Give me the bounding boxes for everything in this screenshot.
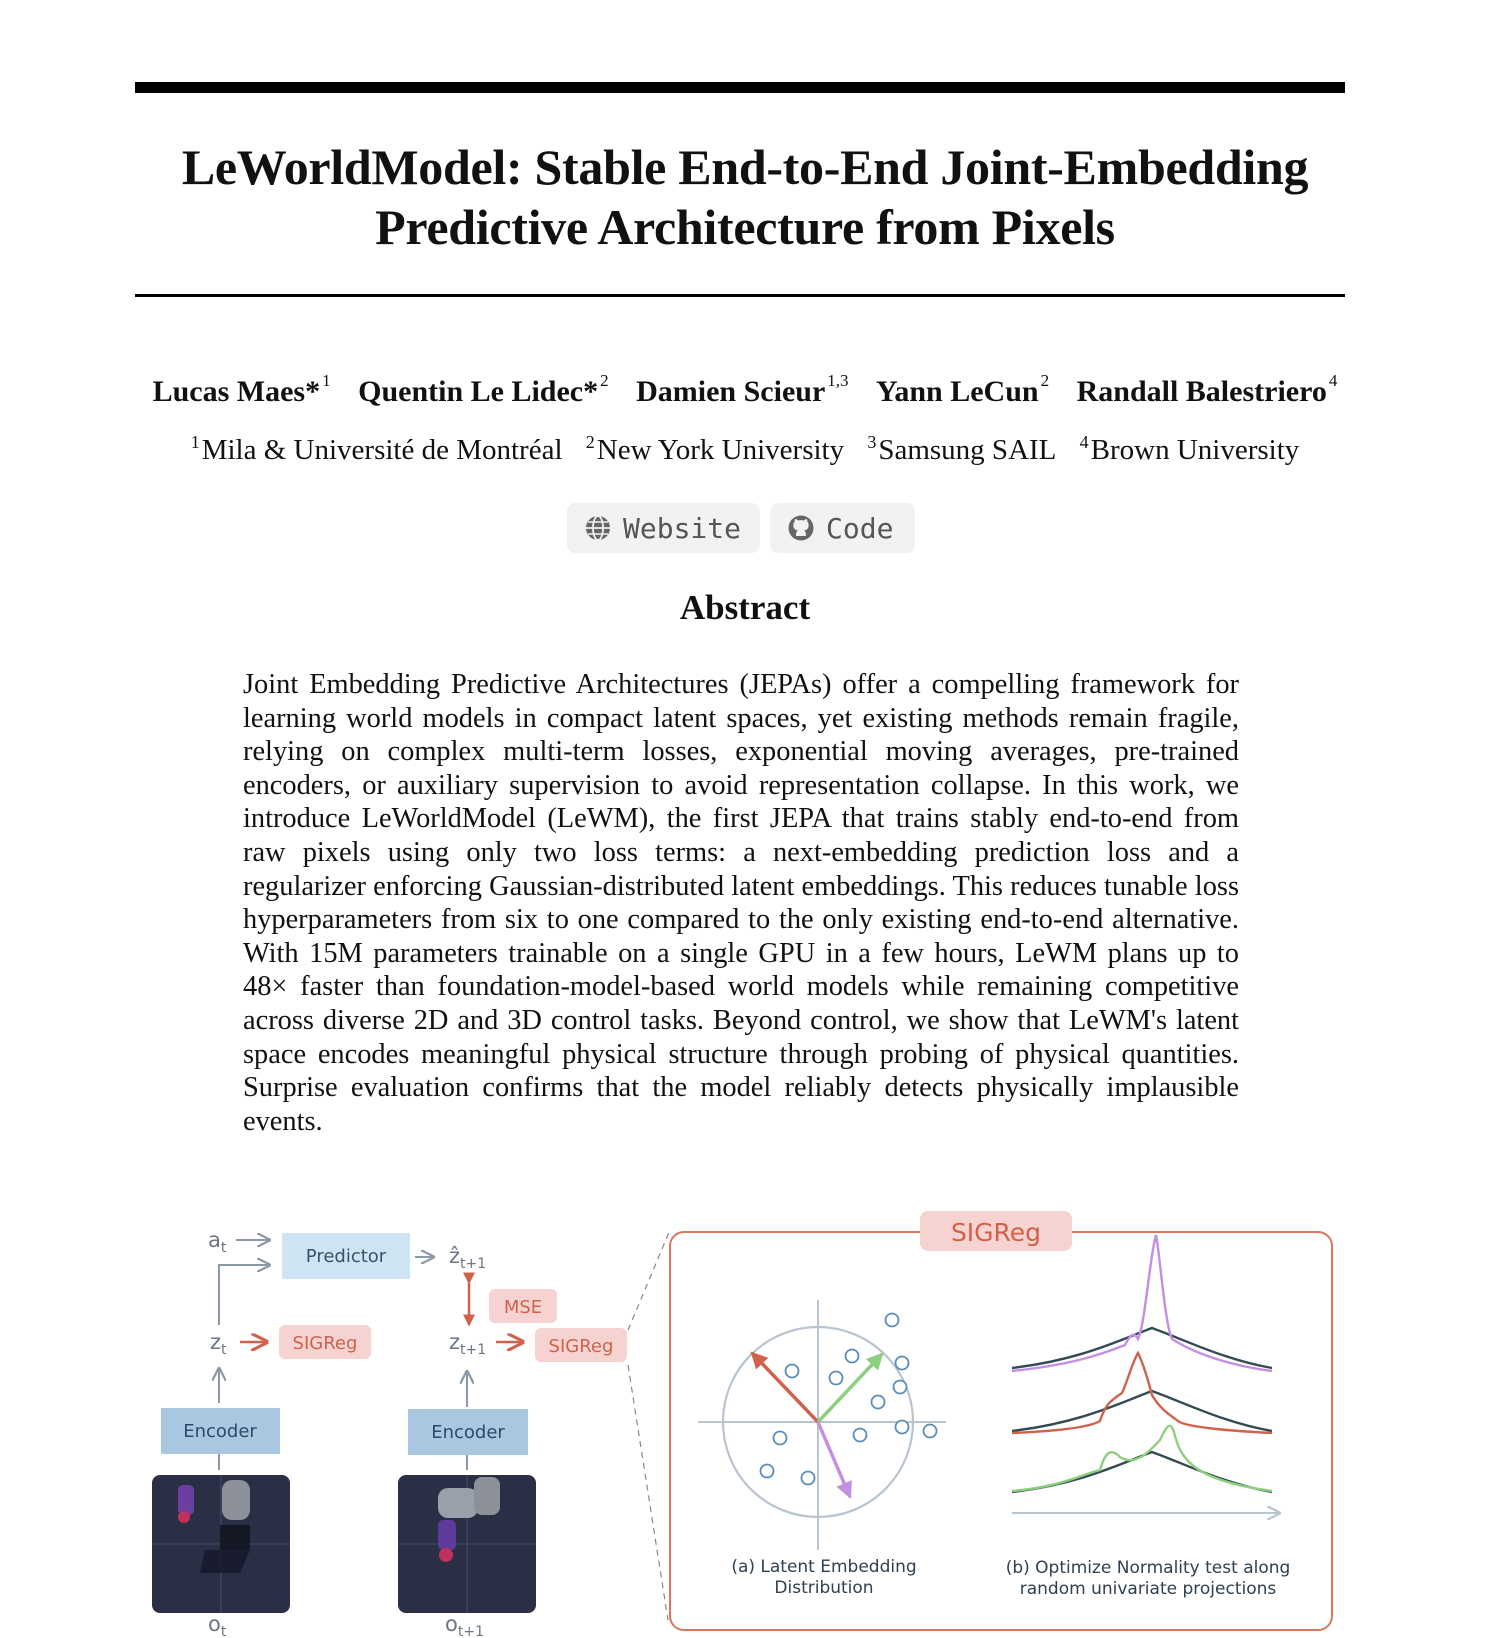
caption-b-line-2: random univariate projections (1019, 1579, 1277, 1599)
affiliation: $^1$Mila & Université de Montréal (190, 432, 563, 466)
affiliation: $^3$Samsung SAIL (867, 432, 1057, 466)
observation-image-t1 (398, 1475, 536, 1613)
encoder-label-t1: Encoder (431, 1422, 505, 1443)
architecture-figure (0, 1195, 1490, 1638)
prediction-label: ẑ$_{t+1}$ (449, 1244, 487, 1272)
panel-title: SIGReg (950, 1218, 1042, 1247)
latent-distribution-plot (698, 1300, 946, 1550)
globe-icon (583, 513, 613, 543)
code-button[interactable] (770, 503, 915, 553)
caption-a-line-2: Distribution (774, 1578, 874, 1598)
author: Lucas Maes* $^1$ (152, 371, 331, 408)
sigreg-label-t1: SIGReg (548, 1336, 614, 1357)
top-rule (135, 82, 1345, 93)
latent-t-label: $z_t$ (210, 1330, 227, 1358)
title-rule (135, 294, 1345, 297)
title-line-1: LeWorldModel: Stable End-to-End Joint-Embedding (181, 139, 1309, 195)
code-label: Code (826, 511, 894, 545)
caption-a-line-1: (a) Latent Embedding (731, 1557, 917, 1577)
author-list (0, 371, 1490, 409)
paper-title (0, 137, 1490, 257)
github-icon (786, 513, 816, 543)
action-label: $a_t$ (208, 1228, 227, 1256)
obs-t1-label: $o_{t+1}$ (445, 1612, 484, 1638)
website-button[interactable] (567, 503, 760, 553)
affiliation: $^2$New York University (585, 432, 845, 466)
observation-image-t (152, 1475, 290, 1613)
author: Quentin Le Lidec* $^2$ (358, 371, 609, 408)
website-label: Website (623, 511, 742, 545)
mse-label: MSE (503, 1297, 543, 1318)
title-line-2: Predictive Architecture from Pixels (375, 199, 1115, 255)
author: Damien Scieur $^{1,3}$ (636, 371, 849, 408)
abstract-heading: Abstract (679, 588, 811, 627)
projection-curves-plot (1012, 1235, 1278, 1513)
caption-b-line-1: (b) Optimize Normality test along (1005, 1558, 1291, 1578)
encoder-label-t: Encoder (183, 1421, 257, 1442)
affiliation-list (0, 434, 1490, 467)
author: Yann LeCun $^2$ (876, 371, 1050, 408)
abstract-text: Joint Embedding Predictive Architectures (JEPAs) offer a compelling framework for learning world models in compact latent spaces, yet existing methods remain fragile, relying on complex multi-term losses, exponential moving averages, pre-trained encoders, or auxiliary supervision to avoid representation collapse. In this work, we introduce LeWorldModel (LeWM), the first JEPA that trains stably end-to-end from raw pixels using only two loss terms: a next-embedding prediction loss and a regularizer enforcing Gaussian-distributed latent embeddings. This reduces tunable loss hyperparameters from six to one compared to the only existing end-to-end alternative. With 15M parameters trainable on a single GPU in a few hours, LeWM plans up to 48× faster than foundation-model-based world models while remaining competitive across diverse 2D and 3D control tasks. Beyond control, we show that LeWM's latent space encodes meaningful physical structure through probing of physical quantities. Surprise evaluation confirms that the model reliably detects physically implausible events. (243, 669, 1239, 1137)
affiliation: $^4$Brown University (1079, 432, 1300, 466)
author: Randall Balestriero $^4$ (1076, 371, 1338, 408)
predictor-label: Predictor (305, 1246, 387, 1267)
latent-t1-label: $z_{t+1}$ (449, 1330, 487, 1358)
obs-t-label: $o_t$ (208, 1612, 227, 1638)
sigreg-label-t: SIGReg (292, 1333, 358, 1354)
